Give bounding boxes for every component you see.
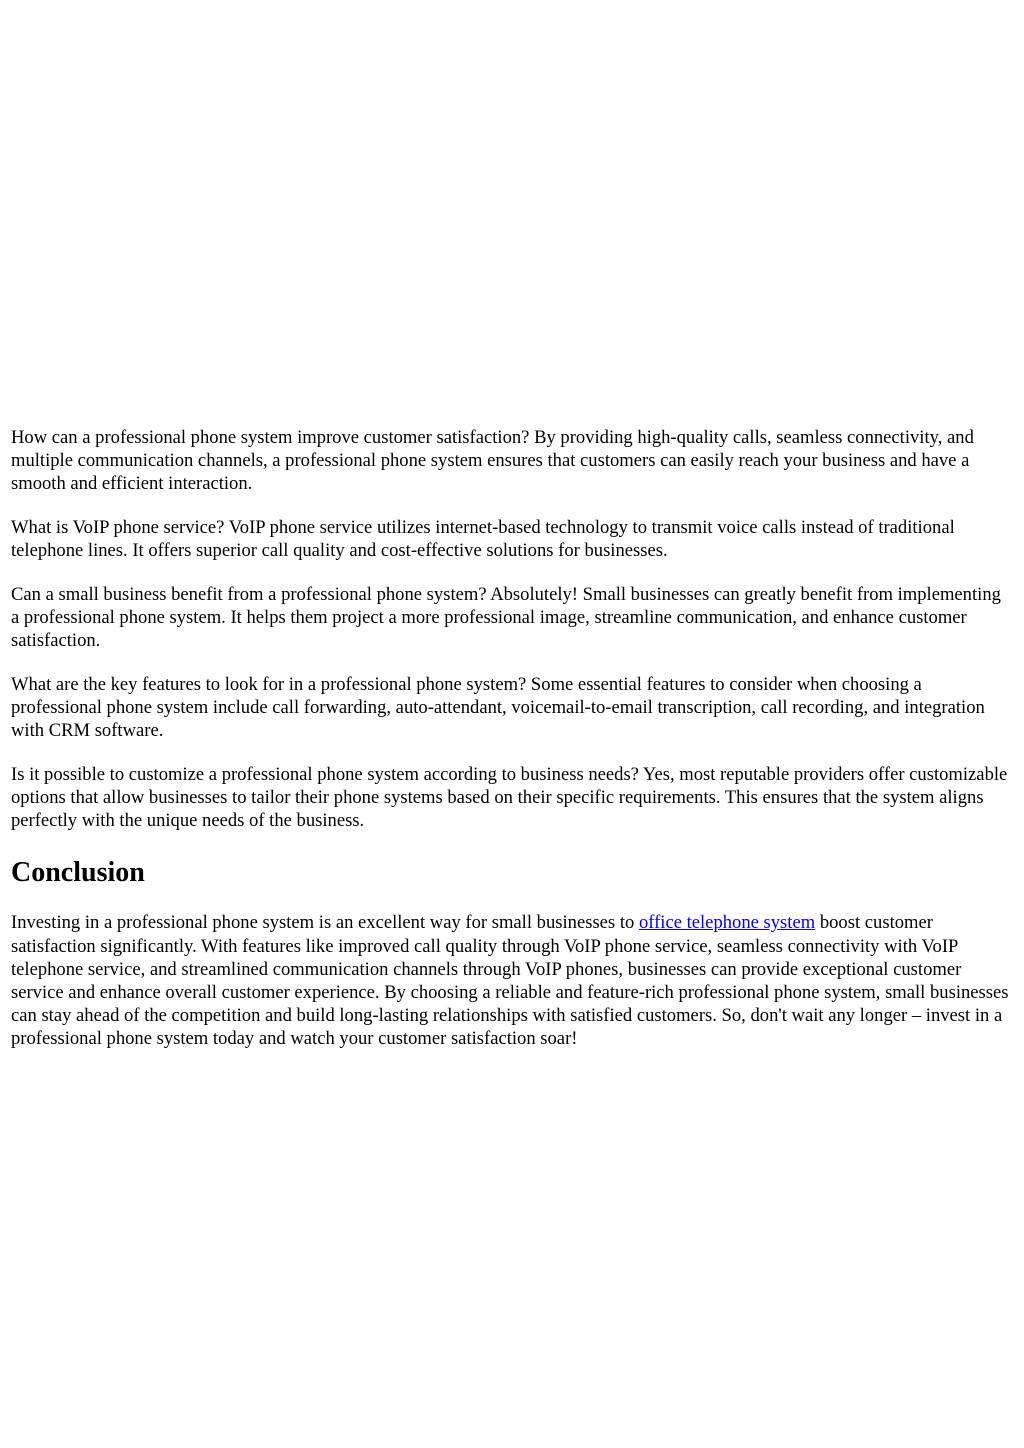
conclusion-heading: Conclusion [11,857,145,889]
faq-paragraph-4: What are the key features to look for in a professional phone system? Some essential features to consider when choosing a professional phone system include call forwarding, auto-attendant, voicemail-to-email transcription, call recording, and integration with CRM software. [11,673,985,742]
office-telephone-system-link[interactable]: office telephone system [638,912,816,934]
faq-paragraph-1: How can a professional phone system improve customer satisfaction? By providing high-quality calls, seamless connectivity, and multiple communication channels, a professional phone system ensures that customers can easily reach your business and have a smooth and efficient interaction. [11,427,974,495]
faq-paragraph-5: Is it possible to customize a professional phone system according to business needs? Yes, most reputable providers offer customizable options that allow businesses to tailor their phone systems based on their specific requirements. This ensures that the system aligns perfectly with the unique needs of the business. [11,763,1008,832]
faq-paragraph-2: What is VoIP phone service? VoIP phone service utilizes internet-based technology to transmit voice calls instead of traditional telephone lines. It offers superior call quality and cost-effective solutions for businesses. [11,517,955,562]
article-content [11,426,1013,1071]
conclusion-text-before-link: Investing in a professional phone system is an excellent way for small businesses to [11,912,639,934]
conclusion-text-after-link: boost customer satisfaction significantly. With features like improved call quality through VoIP phone service, seamless connectivity with VoIP telephone service, and streamlined communication channels through VoIP phones, businesses can provide exceptional customer service and enhance overall customer experience. By choosing a reliable and feature-rich professional phone system, small businesses can stay ahead of the competition and build long-lasting relationships with satisfied customers. So, don't wait any longer – invest in a professional phone system today and watch your customer satisfaction soar! [11,912,1009,1050]
conclusion-paragraph [11,911,1013,1050]
faq-paragraph-3: Can a small business benefit from a professional phone system? Absolutely! Small businesses can greatly benefit from implementing a professional phone system. It helps them project a more professional image, streamline communication, and enhance customer satisfaction. [11,583,1001,652]
